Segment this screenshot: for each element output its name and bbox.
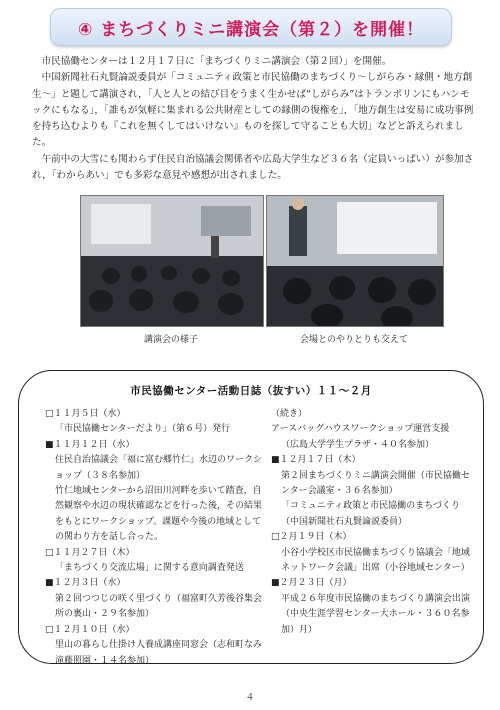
log-entry-date: ■２月２３日（月） <box>271 578 352 589</box>
log-entry-detail: 「まちづくり交流広場」に関する意向調査発送 <box>55 563 244 574</box>
log-entry-detail: 「コミュニティ政策と市民協働のまちづくり（中国新聞社石丸賢論説委員） <box>281 501 461 527</box>
intro-paragraph: 市民協働センターは１２月１７日に「まちづくりミニ講演会（第２回）」を開催。 <box>41 56 392 67</box>
intro-paragraph: 午前中の大雪にも関わらず住民自治協議会関係者や広島大学生など３６名（定員いっぱい）が参加され，「わからあい」でも多彩な意見や感想が出されました。 <box>32 153 474 182</box>
log-entry-detail: 竹仁地域センターから沼田川河畔を歩いて踏査，自然観察や水辺の現状確認などを行った後，その結果をもとにワークショップ。課題や今後の地域としての関わり方を話し合った。 <box>55 486 263 543</box>
lecture-photo <box>80 195 264 327</box>
log-entry-detail: 里山の暮らし仕掛け人養成講座同窓会（志和町なみ滝藤照園・１４名参加） <box>55 640 263 666</box>
log-entry-date: □１１月２７日（木） <box>45 547 135 558</box>
intro-text <box>32 54 474 184</box>
activity-log-box <box>18 370 484 664</box>
log-entry-date: ■１２月３日（水） <box>45 578 126 589</box>
log-entry-date: □１１月５日（水） <box>45 409 126 419</box>
discussion-image <box>267 196 443 326</box>
photo-caption: 会場とのやりとりも交えて <box>299 335 408 345</box>
log-entry-detail: 「市民協働センターだより」（第６号）発行 <box>55 424 231 435</box>
activity-log-left-column <box>45 407 267 669</box>
title-banner <box>50 8 452 46</box>
log-entry-detail: 住民自治協議会「福に富む郷竹仁」水辺のワークショップ（３８名参加） <box>55 455 263 481</box>
log-entry-detail: 第２回つつじの咲く里づくり（福富町久芳後谷集会所の裏山・２９名参加） <box>55 593 263 620</box>
log-entry-date: □２月１９日（木） <box>271 532 352 543</box>
log-entry-detail: （広島大学学生プラザ・４０名参加） <box>281 439 435 450</box>
log-entry-date: ■１１月１２日（水） <box>45 439 135 450</box>
log-entry-date: （続き） <box>271 409 308 419</box>
log-entry-date: □１２月１０日（水） <box>45 624 135 635</box>
log-entry-date: アースバッグハウスワークショップ運営支援 <box>271 424 450 435</box>
log-entry-detail: 平成２６年度市民協働のまちづくり講演会出演（中央生涯学習センター大ホール・３６０名参加）月） <box>281 593 470 635</box>
log-entry-detail: 第２回まちづくりミニ講演会開催（市民協働センター会議室・３６名参加） <box>281 470 470 497</box>
lecture-room-image <box>81 196 263 326</box>
page-number: ４ <box>245 693 255 703</box>
page-title: ④ まちづくりミニ講演会（第２）を開催！ <box>77 19 425 40</box>
intro-paragraph: 中国新聞社石丸賢論説委員が「コミュニティ政策と市民協働のまちづくり〜しがらみ・縁側・地方創生〜」と題して講演され，「人と人との結び目をうまく生かせば“しがらみ”はトランポリンにもハンモックにもなる」，「誰もが気軽に集まれる公共財産としての縁側の復権を」，「地方創生は安易に成功事例を持ち込むよりも『これを無くしてはいけない』ものを探して守ることも大切」などと訴えられました。 <box>32 72 474 149</box>
discussion-photo <box>266 195 444 327</box>
activity-log-title: 市民協働センター活動日誌（抜すい）１１〜２月 <box>130 385 372 397</box>
log-entry-date: ■１２月１７日（木） <box>271 455 361 466</box>
photo-caption: 講演会の様子 <box>143 335 198 345</box>
activity-log-right-column <box>271 407 471 638</box>
log-entry-detail: 小谷小学校区市民協働まちづくり協議会「地域ネットワーク会議」出席（小谷地域センター） <box>281 547 470 574</box>
